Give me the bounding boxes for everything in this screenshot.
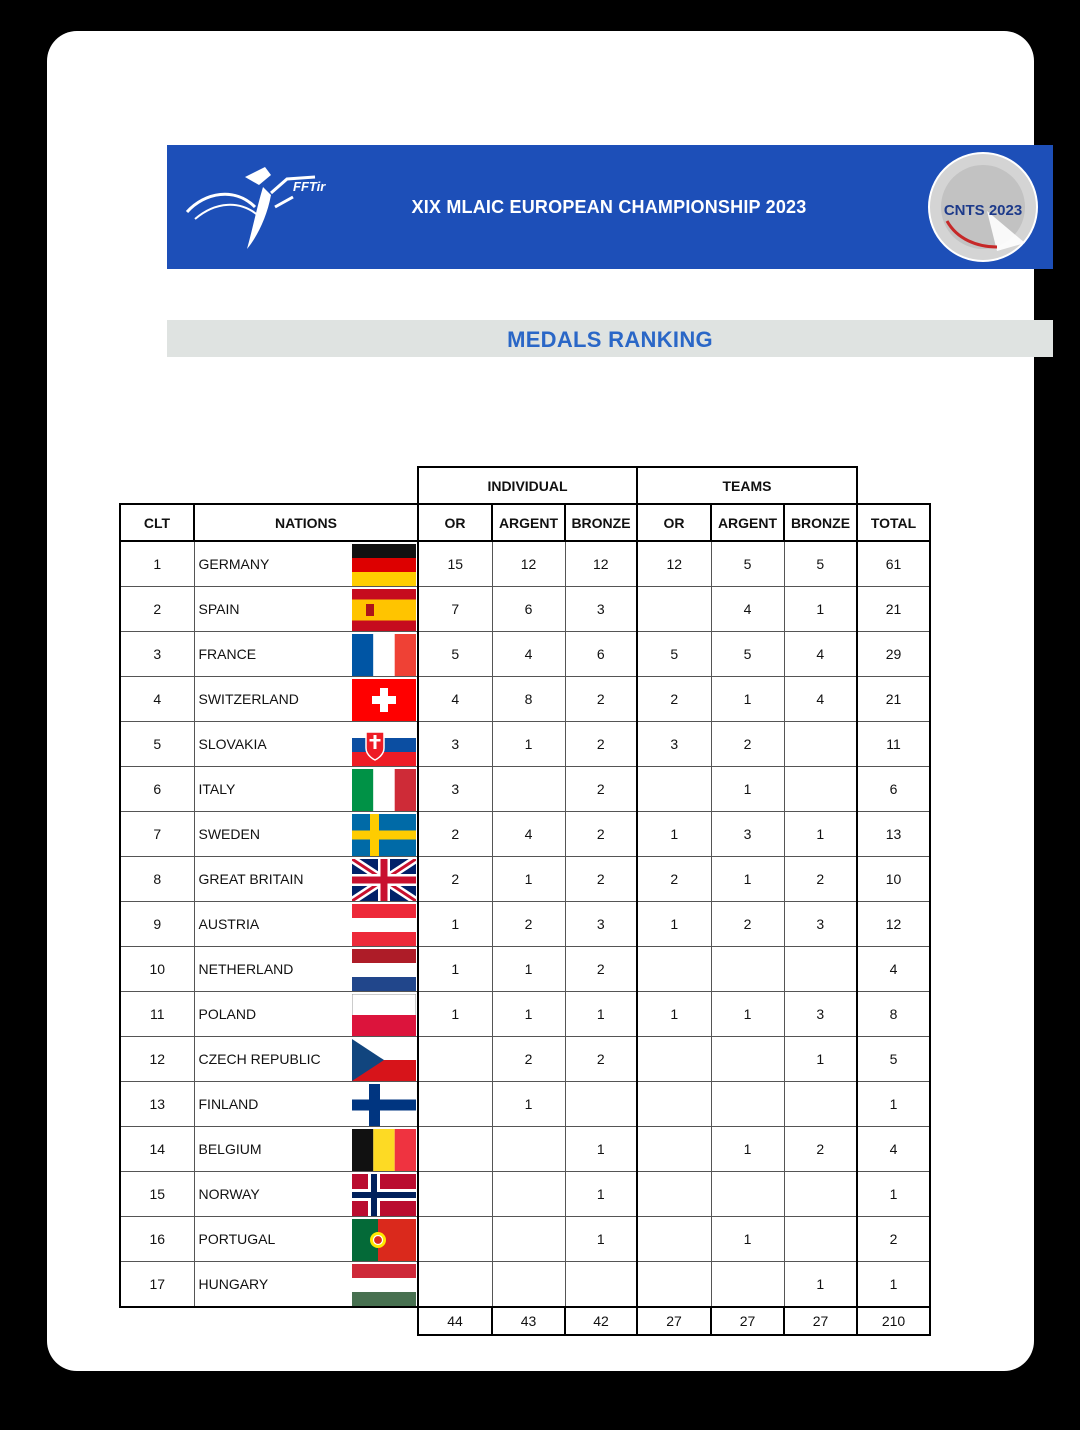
section-bar [167,320,1053,357]
nation-name: HUNGARY [194,1262,350,1308]
team-bronze-cell [784,1217,857,1262]
ind-bronze-cell: 6 [565,632,637,677]
team-bronze-cell [784,767,857,812]
nation-name: PORTUGAL [194,1217,350,1262]
team-argent-cell: 1 [711,767,784,812]
total-cell: 21 [857,677,930,722]
column-header-row [120,504,930,541]
team-bronze-cell [784,1172,857,1217]
championship-title: XIX MLAIC EUROPEAN CHAMPIONSHIP 2023 [411,197,807,217]
belgium-flag-icon [352,1129,416,1171]
ind-bronze-cell: 2 [565,1037,637,1082]
team-or-cell [637,1262,711,1308]
team-argent-cell [711,1172,784,1217]
ind-argent-cell: 1 [492,1082,565,1127]
table-row [120,541,930,587]
flag-cell [350,1082,418,1127]
cnts-2023-logo [927,151,1039,263]
table-row [120,902,930,947]
ind-bronze-cell: 1 [565,1217,637,1262]
team-bronze-cell: 2 [784,1127,857,1172]
table-row [120,1127,930,1172]
ind-bronze-cell: 2 [565,947,637,992]
ind-bronze-cell: 2 [565,767,637,812]
ind-argent-cell: 2 [492,902,565,947]
rank-cell: 6 [120,767,194,812]
team-argent-cell: 5 [711,632,784,677]
finland-flag-icon [352,1084,416,1126]
flag-cell [350,767,418,812]
total-cell: 5 [857,1037,930,1082]
total-cell: 8 [857,992,930,1037]
nation-name: AUSTRIA [194,902,350,947]
ind-argent-cell [492,1262,565,1308]
team-bronze-cell: 1 [784,812,857,857]
nation-name: CZECH REPUBLIC [194,1037,350,1082]
ind-argent-cell: 8 [492,677,565,722]
ind-or-cell [418,1082,492,1127]
flag-cell [350,992,418,1037]
ind-bronze-cell: 12 [565,541,637,587]
flag-cell [350,541,418,587]
team-argent-cell [711,1082,784,1127]
team-or-cell [637,1082,711,1127]
table-row [120,812,930,857]
team-or-cell: 2 [637,677,711,722]
team-or-cell [637,1127,711,1172]
team-argent-cell [711,1037,784,1082]
nation-name: BELGIUM [194,1127,350,1172]
nation-name: NORWAY [194,1172,350,1217]
ind-argent-cell: 12 [492,541,565,587]
nation-name: SWITZERLAND [194,677,350,722]
team-argent-cell: 5 [711,541,784,587]
rank-cell: 9 [120,902,194,947]
czech-republic-flag-icon [352,1039,416,1081]
flag-cell [350,722,418,767]
ind-bronze-cell: 1 [565,1172,637,1217]
total-team-argent: 27 [711,1307,784,1335]
team-or-cell: 12 [637,541,711,587]
grand-total: 210 [857,1307,930,1335]
total-cell: 6 [857,767,930,812]
team-or-header: OR [637,504,711,541]
teams-group-header: TEAMS [637,467,857,504]
rank-cell: 15 [120,1172,194,1217]
ind-bronze-cell [565,1262,637,1308]
team-bronze-cell: 1 [784,1262,857,1308]
ind-bronze-cell: 2 [565,857,637,902]
table-row [120,1037,930,1082]
total-cell: 10 [857,857,930,902]
nation-name: POLAND [194,992,350,1037]
great-britain-flag-icon [352,859,416,901]
total-ind-argent: 43 [492,1307,565,1335]
totals-row [120,1307,930,1335]
table-row [120,1172,930,1217]
total-team-bronze: 27 [784,1307,857,1335]
table-row [120,767,930,812]
total-cell: 61 [857,541,930,587]
team-or-cell: 5 [637,632,711,677]
ind-bronze-cell: 1 [565,1127,637,1172]
total-ind-or: 44 [418,1307,492,1335]
rank-cell: 7 [120,812,194,857]
blank-cell [350,467,418,504]
total-cell: 12 [857,902,930,947]
total-header: TOTAL [857,504,930,541]
team-argent-header: ARGENT [711,504,784,541]
flag-cell [350,857,418,902]
netherlands-flag-icon [352,949,416,991]
total-cell: 21 [857,587,930,632]
table-row [120,677,930,722]
team-argent-cell: 2 [711,902,784,947]
ind-or-cell [418,1217,492,1262]
rank-cell: 8 [120,857,194,902]
sweden-flag-icon [352,814,416,856]
team-bronze-cell: 1 [784,1037,857,1082]
team-argent-cell: 2 [711,722,784,767]
rank-cell: 13 [120,1082,194,1127]
ind-or-cell: 1 [418,947,492,992]
ind-or-cell: 1 [418,992,492,1037]
team-argent-cell [711,947,784,992]
ind-argent-header: ARGENT [492,504,565,541]
ind-bronze-cell: 3 [565,587,637,632]
flag-cell [350,812,418,857]
total-cell: 2 [857,1217,930,1262]
nation-name: SPAIN [194,587,350,632]
france-flag-icon [352,634,416,676]
ind-argent-cell [492,1127,565,1172]
flag-cell [350,947,418,992]
team-or-cell: 1 [637,812,711,857]
ind-or-cell [418,1262,492,1308]
group-header-row [120,467,930,504]
ind-argent-cell: 1 [492,992,565,1037]
ind-bronze-cell: 2 [565,722,637,767]
team-or-cell [637,587,711,632]
ind-argent-cell: 1 [492,947,565,992]
flag-cell [350,677,418,722]
total-cell: 1 [857,1082,930,1127]
ind-bronze-cell: 2 [565,812,637,857]
ind-argent-cell: 2 [492,1037,565,1082]
ind-or-cell: 2 [418,812,492,857]
team-bronze-cell: 4 [784,677,857,722]
team-argent-cell: 1 [711,677,784,722]
team-argent-cell: 3 [711,812,784,857]
rank-cell: 17 [120,1262,194,1308]
nation-name: FRANCE [194,632,350,677]
blank-cell [120,467,350,504]
ind-or-cell: 2 [418,857,492,902]
team-argent-cell: 4 [711,587,784,632]
team-or-cell [637,1172,711,1217]
ind-or-cell [418,1172,492,1217]
team-or-cell [637,1217,711,1262]
team-bronze-cell: 1 [784,587,857,632]
ind-bronze-cell [565,1082,637,1127]
clt-header: CLT [120,504,194,541]
rank-cell: 2 [120,587,194,632]
spain-flag-icon [352,589,416,631]
nation-name: GERMANY [194,541,350,587]
team-or-cell [637,767,711,812]
ind-bronze-header: BRONZE [565,504,637,541]
ind-bronze-cell: 3 [565,902,637,947]
table-body [120,541,930,1307]
blank-cell [857,467,930,504]
flag-cell [350,902,418,947]
nation-name: SWEDEN [194,812,350,857]
ind-or-cell: 15 [418,541,492,587]
ind-argent-cell: 4 [492,632,565,677]
ind-argent-cell [492,1172,565,1217]
total-team-or: 27 [637,1307,711,1335]
ind-argent-cell [492,1217,565,1262]
total-cell: 1 [857,1172,930,1217]
team-bronze-cell [784,947,857,992]
team-argent-cell: 1 [711,1127,784,1172]
switzerland-flag-icon [352,679,416,721]
table-row [120,1082,930,1127]
flag-cell [350,587,418,632]
team-or-cell: 1 [637,992,711,1037]
rank-cell: 12 [120,1037,194,1082]
norway-flag-icon [352,1174,416,1216]
table-row [120,992,930,1037]
team-argent-cell: 1 [711,1217,784,1262]
rank-cell: 14 [120,1127,194,1172]
table-row [120,587,930,632]
team-or-cell: 3 [637,722,711,767]
total-cell: 1 [857,1262,930,1308]
medals-ranking-title: MEDALS RANKING [507,327,713,352]
rank-cell: 3 [120,632,194,677]
team-or-cell [637,947,711,992]
total-ind-bronze: 42 [565,1307,637,1335]
ind-argent-cell: 6 [492,587,565,632]
nation-name: FINLAND [194,1082,350,1127]
hungary-flag-icon [352,1264,416,1306]
team-bronze-cell [784,722,857,767]
team-bronze-cell: 2 [784,857,857,902]
ind-or-cell: 5 [418,632,492,677]
slovakia-flag-icon [352,724,416,766]
total-cell: 4 [857,947,930,992]
rank-cell: 4 [120,677,194,722]
rank-cell: 11 [120,992,194,1037]
team-bronze-header: BRONZE [784,504,857,541]
ind-or-cell: 4 [418,677,492,722]
ind-or-cell: 7 [418,587,492,632]
nations-header: NATIONS [194,504,418,541]
nation-name: ITALY [194,767,350,812]
table-row [120,1262,930,1308]
team-bronze-cell: 3 [784,992,857,1037]
ind-or-cell: 3 [418,767,492,812]
germany-flag-icon [352,544,416,586]
italy-flag-icon [352,769,416,811]
team-bronze-cell [784,1082,857,1127]
header-banner [167,145,1053,269]
svg-text:FFTir: FFTir [293,179,326,194]
ind-argent-cell: 1 [492,722,565,767]
team-bronze-cell: 3 [784,902,857,947]
flag-cell [350,1172,418,1217]
team-argent-cell [711,1262,784,1308]
ind-argent-cell: 4 [492,812,565,857]
medals-table [119,466,931,1336]
flag-cell [350,1127,418,1172]
poland-flag-icon [352,994,416,1036]
rank-cell: 5 [120,722,194,767]
table-row [120,722,930,767]
austria-flag-icon [352,904,416,946]
individual-group-header: INDIVIDUAL [418,467,637,504]
rank-cell: 10 [120,947,194,992]
ind-or-cell [418,1037,492,1082]
ind-or-header: OR [418,504,492,541]
flag-cell [350,1037,418,1082]
total-cell: 4 [857,1127,930,1172]
nation-name: NETHERLAND [194,947,350,992]
fftir-logo [175,157,345,257]
total-cell: 29 [857,632,930,677]
flag-cell [350,632,418,677]
ind-bronze-cell: 1 [565,992,637,1037]
nation-name: GREAT BRITAIN [194,857,350,902]
ind-or-cell: 3 [418,722,492,767]
ind-or-cell: 1 [418,902,492,947]
team-or-cell: 2 [637,857,711,902]
ind-bronze-cell: 2 [565,677,637,722]
portugal-flag-icon [352,1219,416,1261]
team-bronze-cell: 5 [784,541,857,587]
blank-cell [120,1307,418,1335]
table-row [120,857,930,902]
total-cell: 11 [857,722,930,767]
svg-text:CNTS 2023: CNTS 2023 [943,202,1023,219]
team-or-cell [637,1037,711,1082]
nation-name: SLOVAKIA [194,722,350,767]
ind-argent-cell: 1 [492,857,565,902]
rank-cell: 1 [120,541,194,587]
table-row [120,1217,930,1262]
total-cell: 13 [857,812,930,857]
table-row [120,947,930,992]
flag-cell [350,1262,418,1308]
table-row [120,632,930,677]
team-argent-cell: 1 [711,992,784,1037]
flag-cell [350,1217,418,1262]
ind-argent-cell [492,767,565,812]
rank-cell: 16 [120,1217,194,1262]
team-bronze-cell: 4 [784,632,857,677]
team-or-cell: 1 [637,902,711,947]
ind-or-cell [418,1127,492,1172]
team-argent-cell: 1 [711,857,784,902]
